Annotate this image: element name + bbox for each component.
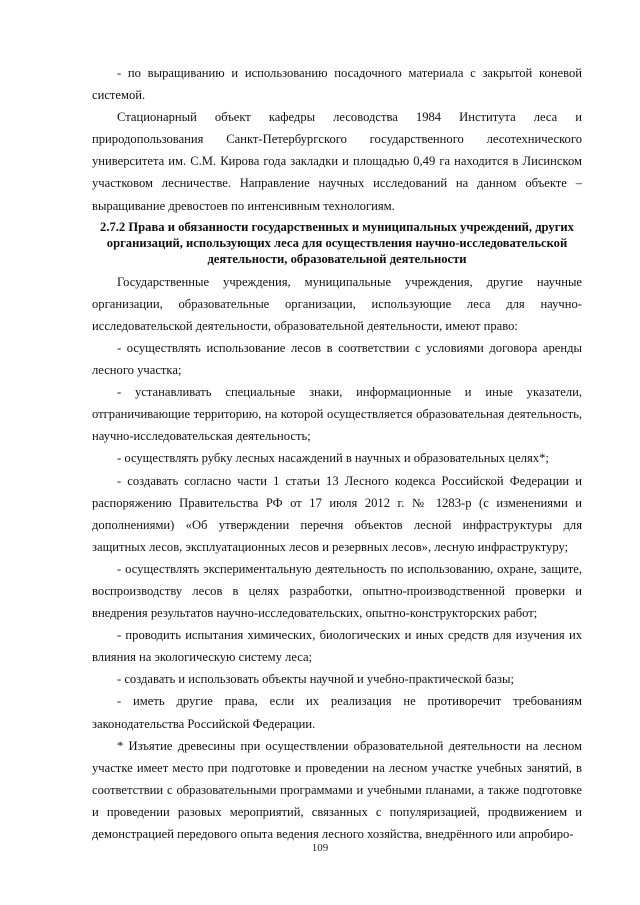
paragraph-rights-intro: Государственные учреждения, муниципальные учреждения, другие научные организации, образовательные организации, использующие леса для научно-исследовательской деятельности, образовательной деятельности, имеют право: <box>92 274 582 333</box>
page-number: 109 <box>311 842 329 854</box>
document-page <box>92 62 582 845</box>
list-item-signs: - устанавливать специальные знаки, информационные и иные указатели, отграничивающие территорию, на которой осуществляется образовательная деятельность, научно-исследовательская деятельность; <box>92 385 582 444</box>
list-item-felling: - осуществлять рубку лесных насаждений в научных и образовательных целях*; <box>117 451 549 466</box>
paragraph-seedlings: - по выращиванию и использованию посадочного материала с закрытой коневой системой. <box>92 66 582 103</box>
section-heading: 2.7.2 Права и обязанности государственных и муниципальных учреждений, других организаций, использующих леса для осуществления научно-исследовательской деятельности, образовательной деятельности <box>100 219 574 266</box>
list-item-experimental: - осуществлять экспериментальную деятельность по использованию, охране, защите, воспроизводству лесов в целях разработки, опытно-производственной проверки и внедрения результатов научно-исследовательских, опытно-конструкторских работ; <box>92 561 582 621</box>
footnote-wood-removal: * Изъятие древесины при осуществлении образовательной деятельности на лесном участке имеет место при подготовке и проведении на лесном участке учебных занятий, в соответствии с образовательными программами и учебными планами, а также подготовке и проведении разовых мероприятий, связанных с популяризацией, продвижением и демонстрацией передового опыта ведения лесного хозяйства, внедрённого или апробиро- <box>92 738 582 841</box>
list-item-lease-use: - осуществлять использование лесов в соответствии с условиями договора аренды лесного участка; <box>92 340 582 378</box>
list-item-objects: - создавать и использовать объекты научной и учебно-практической базы; <box>117 672 514 687</box>
list-item-infrastructure: - создавать согласно части 1 статьи 13 Лесного кодекса Российской Федерации и распоряжению Правительства РФ от 17 июля 2012 г. № 1283-р (с изменениями и дополнениями) «Об утверждении перечня объектов лесной инфраструктуры для защитных лесов, эксплуатационных лесов и резервных лесов», лесную инфраструктуру; <box>92 473 582 554</box>
list-item-other-rights: - иметь другие права, если их реализация не противоречит требованиям законодательства Российской Федерации. <box>92 694 582 731</box>
list-item-testing: - проводить испытания химических, биологических и иных средств для изучения их влияния на экологическую систему леса; <box>92 628 582 665</box>
paragraph-stationary-object: Стационарный объект кафедры лесоводства 1984 Института леса и природопользования Санкт-Петербургского государственного лесотехнического университета им. С.М. Кирова года закладки и площадью 0,49 га находится в Лисинском участковом лесничестве. Направление научных исследований на данном объекте – выращивание древостоев по интенсивным технологиям. <box>92 110 582 213</box>
